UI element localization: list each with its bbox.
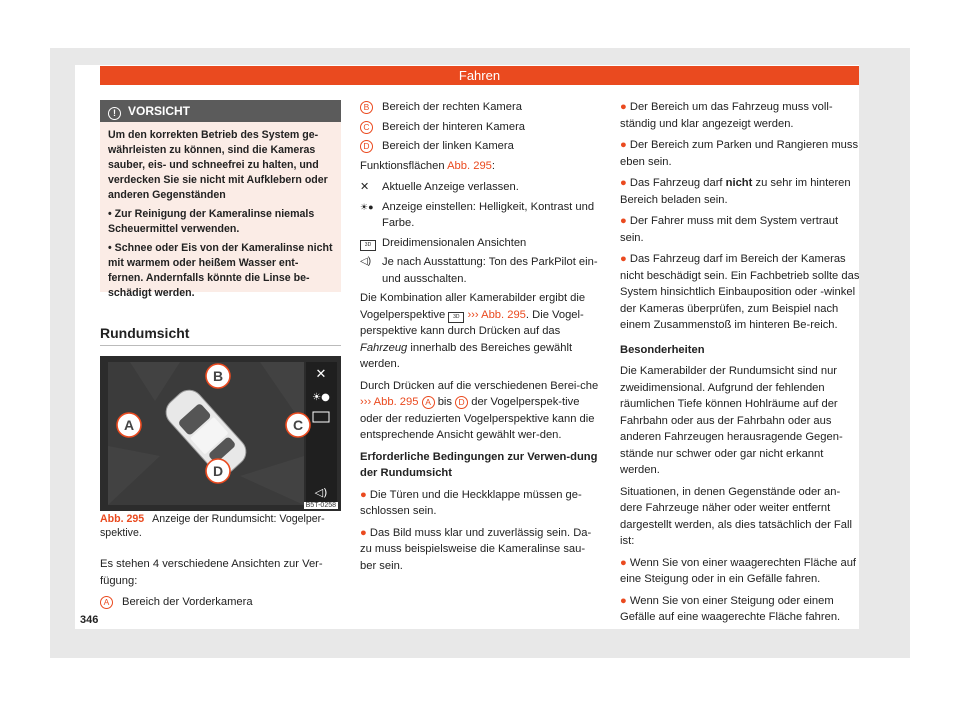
caution-title: VORSICHT bbox=[128, 104, 191, 118]
bird-view-illustration bbox=[100, 356, 341, 511]
brightness-icon[interactable]: ☀● bbox=[312, 392, 330, 403]
section-rule bbox=[100, 345, 341, 346]
list-item-d: D Bereich der linken Kamera bbox=[360, 138, 601, 155]
func-item: ✕ Aktuelle Anzeige verlassen. bbox=[360, 179, 601, 196]
func-item: 3D Dreidimensionalen Ansichten bbox=[360, 235, 601, 252]
caution-bullet: • Schnee oder Eis von der Kameralinse nicht mit warmem oder heißem Wasser ent-fernen. Andernfalls könnte die Linse be-schädigt werden. bbox=[108, 242, 333, 299]
page-number: 346 bbox=[80, 614, 99, 626]
func-item: ◁) Je nach Ausstattung: Ton des ParkPilot ein- und ausschalten. bbox=[360, 256, 598, 285]
caution-text: Um den korrekten Betrieb des System ge-währleisten zu können, sind die Kameras sauber, eis- und schneefrei zu halten, und verdecken Sie sie nicht mit Aufklebern oder anderen Gegenständen bbox=[108, 129, 328, 201]
brightness-contrast-icon: ☀● bbox=[360, 201, 374, 212]
bullet-item: ● Die Türen und die Heckklappe müssen ge-schlossen sein. bbox=[360, 488, 582, 517]
label-c bbox=[286, 413, 310, 437]
section-title: Rundumsicht bbox=[100, 325, 190, 341]
paragraph: Durch Drücken auf die verschiedenen Berei-che ››› Abb. 295 A bis D der Vogelperspek-tive oder der reduzierten Vogelperspektive kann die entsprechende Ansicht gewählt wer-den. bbox=[360, 379, 599, 441]
bullet-item: ● Wenn Sie von einer Steigung oder einem Gefälle auf eine waagerechte Fläche fahren. bbox=[620, 594, 841, 623]
bullet-item: ● Der Fahrer muss mit dem System vertraut sein. bbox=[620, 215, 839, 244]
subheading: Besonderheiten bbox=[620, 343, 705, 356]
list-item-c: C Bereich der hinteren Kamera bbox=[360, 119, 601, 136]
list-item-a: A Bereich der Vorderkamera bbox=[100, 594, 341, 611]
warning-icon: ! bbox=[108, 107, 121, 120]
badge-a: A bbox=[100, 596, 113, 609]
col1-text bbox=[100, 556, 341, 614]
list-item-b: B Bereich der rechten Kamera bbox=[360, 99, 601, 116]
speaker-icon: ◁) bbox=[360, 256, 372, 267]
label-a bbox=[117, 413, 141, 437]
figure-caption bbox=[100, 512, 341, 540]
func-item: ☀● Anzeige einstellen: Helligkeit, Kontrast und Farbe. bbox=[360, 200, 595, 229]
col3-text bbox=[620, 99, 860, 631]
caution-bullet: • Zur Reinigung der Kameralinse niemals Scheuermittel verwenden. bbox=[108, 208, 315, 235]
close-icon[interactable]: ✕ bbox=[315, 367, 327, 382]
caution-box bbox=[100, 100, 341, 299]
subheading: Erforderliche Bedingungen zur Verwen-dung der Rundumsicht bbox=[360, 450, 598, 479]
paragraph: Die Kombination aller Kamerabilder ergibt die Vogelperspektive 3D ››› Abb. 295. Die Vogel-perspektive kann durch Drücken auf das Fahrzeug innerhalb des Bereiches gewählt werden. bbox=[360, 292, 586, 370]
bullet-item: ● Das Fahrzeug darf im Bereich der Kameras nicht beschädigt sein. Ein Fachbetrieb sollte das System hinsichtlich Einbauposition oder -winkel der Kameras überprüfen, zum Beispiel nach einem Zusammenstoß im hinteren Be-reich. bbox=[620, 253, 860, 331]
svg-text:B: B bbox=[212, 368, 224, 384]
3d-view-icon: 3D bbox=[448, 312, 464, 323]
3d-view-icon: 3D bbox=[360, 240, 376, 251]
label-d bbox=[206, 459, 230, 483]
surround-view-figure bbox=[100, 356, 341, 511]
chapter-header: Fahren bbox=[100, 66, 859, 85]
speaker-icon[interactable]: ◁) bbox=[314, 486, 328, 499]
bullet-item: ● Das Bild muss klar und zuverlässig sein. Da-zu muss beispielsweise die Kameralinse sau-ber sein. bbox=[360, 526, 592, 572]
bullet-item: ● Das Fahrzeug darf nicht zu sehr im hinteren Bereich beladen sein. bbox=[620, 177, 851, 206]
col2-text bbox=[360, 99, 601, 579]
paragraph: Die Kamerabilder der Rundumsicht sind nur zweidimensional. Aufgrund der fehlenden räumlichen Tiefe können Hohlräume auf der Fahrbahn oder aus der Fahrbahn oder aus anderen Fahrzeugen herausragende Gegen-stände nur schwer oder gar nicht erkannt werden. bbox=[620, 365, 843, 476]
figure-code: B5T-0258 bbox=[305, 502, 336, 509]
svg-text:D: D bbox=[212, 463, 224, 479]
close-icon: ✕ bbox=[360, 181, 370, 193]
caption-ref: Abb. 295 bbox=[100, 513, 145, 525]
bullet-item: ● Wenn Sie von einer waagerechten Fläche auf eine Steigung oder in ein Gefälle fahren. bbox=[620, 556, 857, 585]
intro-text: Es stehen 4 verschiedene Ansichten zur Ver-fügung: bbox=[100, 558, 323, 587]
caption-text: Anzeige der Rundumsicht: Vogelper-spektive. bbox=[100, 513, 325, 539]
paragraph: Situationen, in denen Gegenstände oder an-dere Fahrzeuge näher oder weiter entfernt dargestellt werden, als dies tatsächlich der Fall ist: bbox=[620, 485, 852, 547]
caution-body bbox=[100, 122, 341, 311]
svg-text:A: A bbox=[123, 417, 135, 433]
caution-header bbox=[100, 100, 341, 122]
bullet-item: ● Der Bereich zum Parken und Rangieren muss eben sein. bbox=[620, 139, 859, 168]
label-b bbox=[206, 364, 230, 388]
svg-text:C: C bbox=[292, 417, 304, 433]
funk-heading: Funktionsflächen Abb. 295: bbox=[360, 159, 495, 172]
bullet-item: ● Der Bereich um das Fahrzeug muss voll-ständig und klar angezeigt werden. bbox=[620, 101, 833, 130]
